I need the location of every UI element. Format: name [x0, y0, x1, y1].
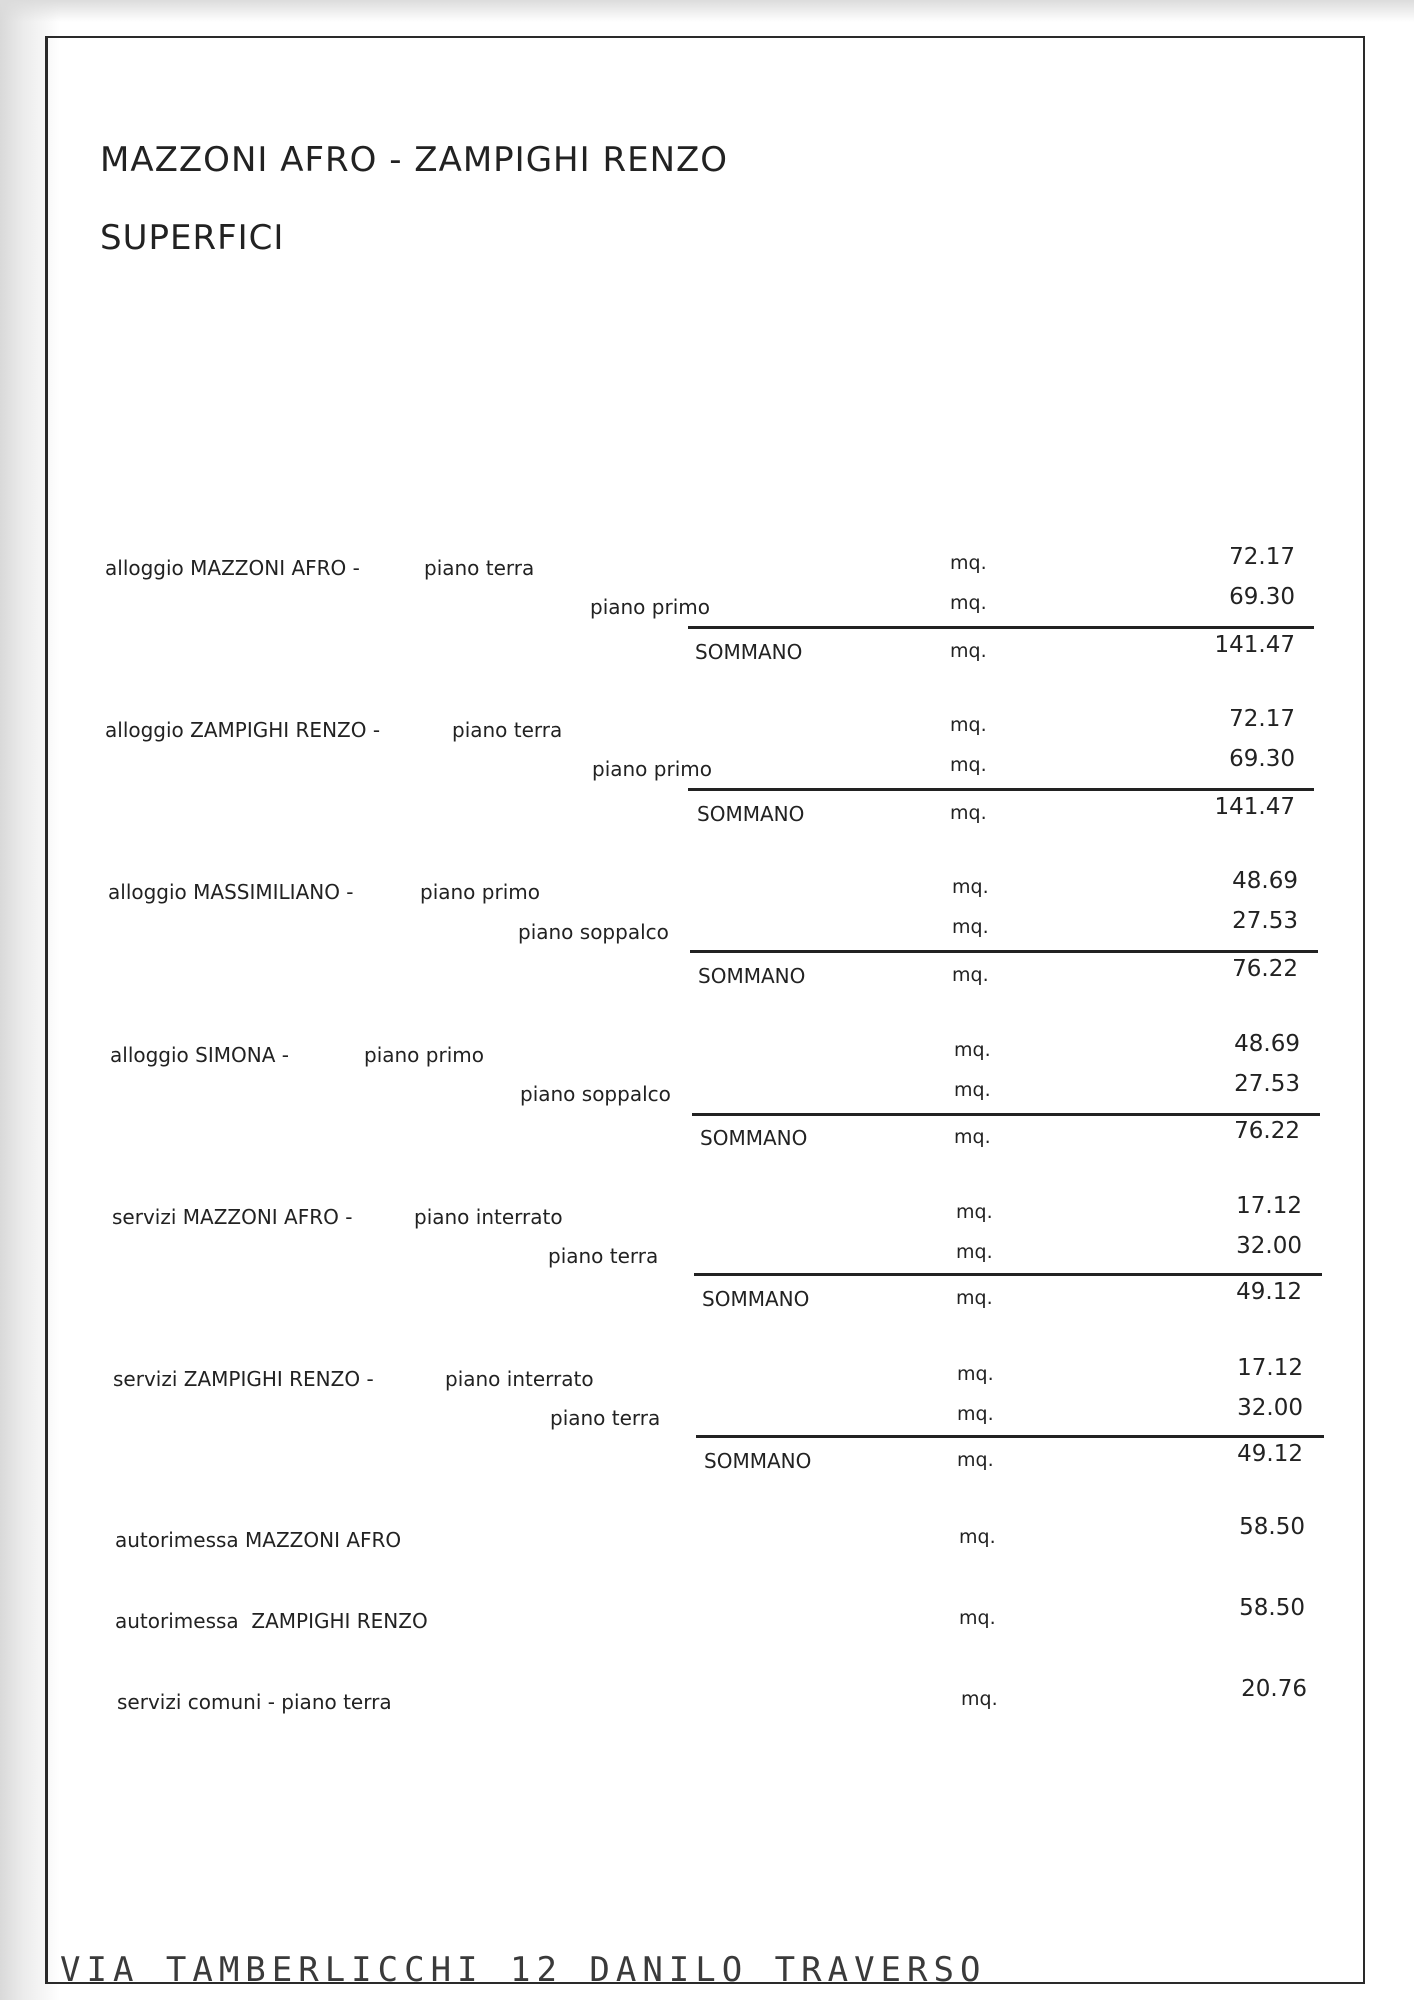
sum-label: SOMMANO [695, 640, 803, 664]
floor-label: piano soppalco [518, 920, 669, 944]
unit-label: mq. [952, 916, 989, 938]
unit-label: mq. [961, 1688, 998, 1710]
document-title: MAZZONI AFRO - ZAMPIGHI RENZO [100, 140, 729, 180]
unit-label: mq. [954, 1079, 991, 1101]
area-value: 20.76 [1241, 1676, 1307, 1702]
group-label: servizi MAZZONI AFRO - [112, 1205, 353, 1229]
floor-label: piano terra [550, 1406, 661, 1430]
unit-label: mq. [957, 1449, 994, 1471]
sum-rule [692, 1113, 1320, 1116]
sum-rule [690, 950, 1318, 953]
unit-label: mq. [957, 1403, 994, 1425]
area-value: 58.50 [1239, 1514, 1305, 1540]
unit-label: mq. [957, 1363, 994, 1385]
sum-rule [688, 788, 1314, 791]
document-subtitle: SUPERFICI [100, 218, 285, 258]
unit-label: mq. [950, 714, 987, 736]
unit-label: mq. [950, 592, 987, 614]
area-value: 27.53 [1232, 908, 1298, 934]
sum-label: SOMMANO [698, 964, 806, 988]
unit-label: mq. [954, 1126, 991, 1148]
floor-label: piano terra [548, 1244, 659, 1268]
group-label: servizi ZAMPIGHI RENZO - [113, 1367, 374, 1391]
floor-label: piano primo [592, 757, 712, 781]
sum-label: SOMMANO [697, 802, 805, 826]
unit-label: mq. [952, 964, 989, 986]
sum-rule [696, 1435, 1324, 1438]
single-label: servizi comuni - piano terra [117, 1690, 392, 1714]
floor-label: piano interrato [414, 1205, 563, 1229]
area-value: 58.50 [1239, 1595, 1305, 1621]
area-value: 48.69 [1232, 868, 1298, 894]
area-value: 32.00 [1236, 1233, 1302, 1259]
area-value: 32.00 [1237, 1395, 1303, 1421]
sum-value: 141.47 [1214, 794, 1295, 820]
sum-value: 76.22 [1232, 956, 1298, 982]
area-value: 17.12 [1236, 1193, 1302, 1219]
area-value: 69.30 [1229, 746, 1295, 772]
unit-label: mq. [956, 1241, 993, 1263]
single-label: autorimessa MAZZONI AFRO [115, 1528, 402, 1552]
sum-value: 76.22 [1234, 1118, 1300, 1144]
sum-rule [694, 1273, 1322, 1276]
area-value: 27.53 [1234, 1071, 1300, 1097]
handwritten-address-note: VIA TAMBERLICCHI 12 DANILO TRAVERSO [60, 1950, 987, 1990]
unit-label: mq. [950, 754, 987, 776]
sum-rule [688, 626, 1314, 629]
unit-label: mq. [950, 802, 987, 824]
sum-label: SOMMANO [702, 1287, 810, 1311]
unit-label: mq. [956, 1201, 993, 1223]
group-label: alloggio ZAMPIGHI RENZO - [105, 718, 381, 742]
unit-label: mq. [950, 552, 987, 574]
floor-label: piano terra [452, 718, 563, 742]
floor-label: piano interrato [445, 1367, 594, 1391]
scan-top-shadow [0, 0, 1414, 22]
sum-value: 49.12 [1236, 1279, 1302, 1305]
area-value: 72.17 [1229, 706, 1295, 732]
unit-label: mq. [950, 640, 987, 662]
area-value: 48.69 [1234, 1031, 1300, 1057]
group-label: alloggio SIMONA - [110, 1043, 289, 1067]
floor-label: piano terra [424, 556, 535, 580]
floor-label: piano primo [364, 1043, 484, 1067]
floor-label: piano primo [420, 880, 540, 904]
sum-value: 49.12 [1237, 1441, 1303, 1467]
sum-value: 141.47 [1214, 632, 1295, 658]
single-label: autorimessa ZAMPIGHI RENZO [115, 1609, 428, 1633]
group-label: alloggio MASSIMILIANO - [108, 880, 354, 904]
unit-label: mq. [952, 876, 989, 898]
area-value: 72.17 [1229, 544, 1295, 570]
floor-label: piano soppalco [520, 1082, 671, 1106]
area-value: 69.30 [1229, 584, 1295, 610]
unit-label: mq. [956, 1287, 993, 1309]
floor-label: piano primo [590, 595, 710, 619]
unit-label: mq. [954, 1039, 991, 1061]
sum-label: SOMMANO [700, 1126, 808, 1150]
sum-label: SOMMANO [704, 1449, 812, 1473]
unit-label: mq. [959, 1526, 996, 1548]
group-label: alloggio MAZZONI AFRO - [105, 556, 360, 580]
unit-label: mq. [959, 1607, 996, 1629]
area-value: 17.12 [1237, 1355, 1303, 1381]
